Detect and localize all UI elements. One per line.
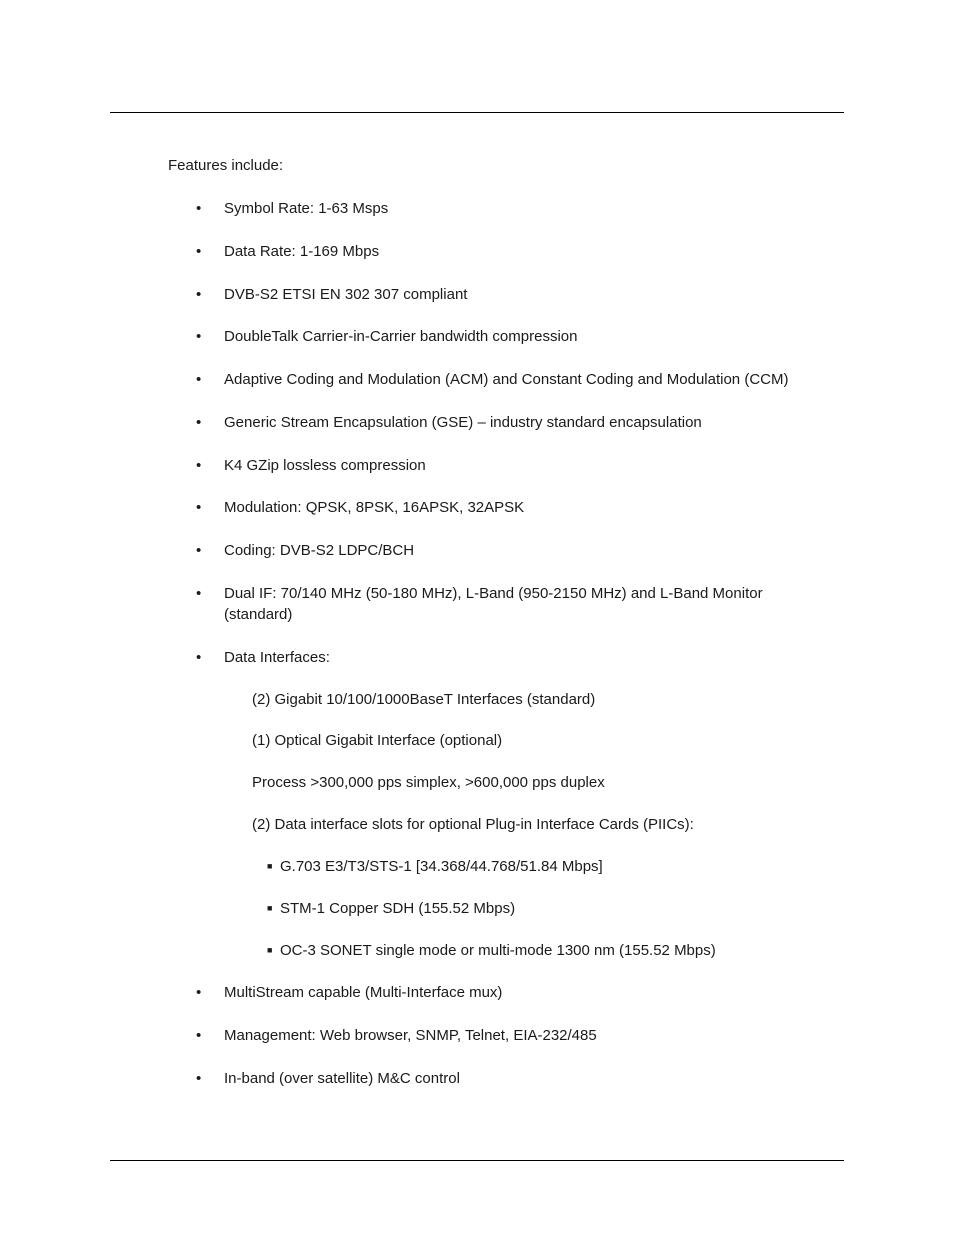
square-bullet-icon: ■ (267, 945, 273, 955)
list-item: G.703 E3/T3/STS-1 [34.368/44.768/51.84 Mbps] (280, 858, 603, 875)
bullet-icon: • (196, 371, 202, 388)
list-item: DoubleTalk Carrier-in-Carrier bandwidth compression (224, 328, 578, 345)
bullet-icon: • (196, 585, 202, 602)
list-item: DVB-S2 ETSI EN 302 307 compliant (224, 286, 468, 303)
intro-text: Features include: (168, 157, 284, 174)
list-item: (2) Data interface slots for optional Plug-in Interface Cards (PIICs): (252, 816, 694, 833)
square-bullet-icon: ■ (267, 861, 273, 871)
bullet-icon: • (196, 200, 202, 217)
list-item: K4 GZip lossless compression (224, 457, 426, 474)
list-item: Data Rate: 1-169 Mbps (224, 243, 380, 260)
bullet-icon: • (196, 457, 202, 474)
square-bullet-icon: ■ (267, 903, 273, 913)
bullet-icon: • (196, 984, 202, 1001)
list-item: OC-3 SONET single mode or multi-mode 1300 nm (155.52 Mbps) (280, 942, 716, 959)
list-item: MultiStream capable (Multi-Interface mux) (224, 984, 503, 1001)
list-item: Management: Web browser, SNMP, Telnet, EIA-232/485 (224, 1027, 597, 1044)
bullet-icon: • (196, 542, 202, 559)
list-item: Symbol Rate: 1-63 Msps (224, 200, 389, 217)
list-item: (1) Optical Gigabit Interface (optional) (252, 732, 503, 749)
bullet-icon: • (196, 286, 202, 303)
bullet-icon: • (196, 414, 202, 431)
list-item: Modulation: QPSK, 8PSK, 16APSK, 32APSK (224, 499, 525, 516)
bullet-icon: • (196, 1027, 202, 1044)
list-item: Process >300,000 pps simplex, >600,000 pps duplex (252, 774, 605, 791)
list-item: Dual IF: 70/140 MHz (50-180 MHz), L-Band (950-2150 MHz) and L-Band Monitor (standard) (224, 585, 763, 623)
list-item: (2) Gigabit 10/100/1000BaseT Interfaces (standard) (252, 691, 596, 708)
bullet-icon: • (196, 499, 202, 516)
bullet-icon: • (196, 1070, 202, 1087)
list-item: In-band (over satellite) M&C control (224, 1070, 460, 1087)
bullet-icon: • (196, 649, 202, 666)
list-item: STM-1 Copper SDH (155.52 Mbps) (280, 900, 516, 917)
header-rule (110, 112, 844, 113)
list-item: Data Interfaces: (224, 649, 330, 666)
list-item: Coding: DVB-S2 LDPC/BCH (224, 542, 415, 559)
bullet-icon: • (196, 328, 202, 345)
bullet-icon: • (196, 243, 202, 260)
list-item: Adaptive Coding and Modulation (ACM) and Constant Coding and Modulation (CCM) (224, 371, 789, 388)
footer-rule (110, 1160, 844, 1161)
list-item: Generic Stream Encapsulation (GSE) – industry standard encapsulation (224, 414, 702, 431)
